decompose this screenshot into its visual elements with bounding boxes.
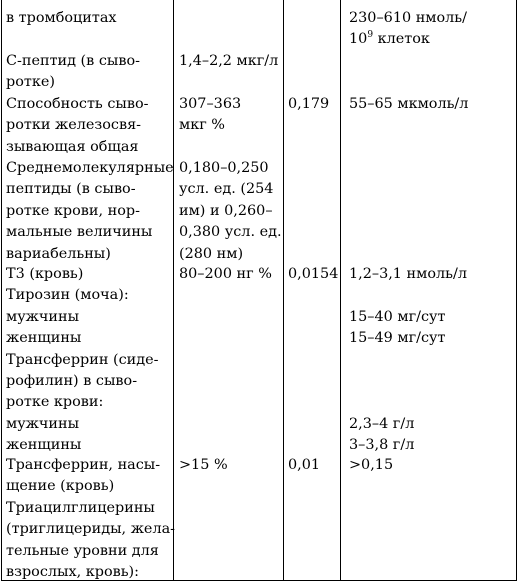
indicator-name-line: пептиды (в сыво- (6, 181, 136, 198)
indicator-name-line: зывающая общая (6, 138, 139, 155)
column-divider-3 (340, 0, 341, 581)
norm-si-units-line: 3–3,8 г/л (349, 437, 415, 454)
indicator-name-line: Трансферрин, насы- (6, 457, 161, 473)
indicator-name-line: ротке) (6, 74, 55, 91)
indicator-name-line: женщины (6, 330, 82, 347)
norm-mass-units-line: им) и 0,260– (179, 202, 273, 219)
norm-si-units-line: 15–40 мг/сут (349, 308, 446, 325)
norm-si-units (349, 455, 513, 476)
norm-mass-units (179, 158, 283, 265)
norm-si-units (349, 8, 513, 51)
indicator-name (6, 8, 174, 29)
norm-si-units-line (349, 285, 513, 306)
indicator-name-line: женщины (6, 437, 82, 454)
norm-si-units-line: 230–610 нмоль/ (349, 10, 467, 26)
power-unit: клеток (373, 31, 430, 48)
norm-mass-units (179, 51, 283, 72)
column-divider-2 (283, 0, 284, 581)
indicator-name (6, 158, 174, 265)
indicator-name-line: мальные величины (6, 224, 153, 241)
indicator-name-line: в тромбоцитах (6, 10, 117, 26)
indicator-name-line: Триацилглицерины (6, 499, 155, 516)
indicator-name-line: вариабельны) (6, 245, 111, 262)
conversion-factor: 0,0154 (288, 266, 339, 282)
indicator-name-line: Способность сыво- (6, 96, 149, 112)
norm-mass-units-line: >15 % (179, 457, 228, 473)
indicator-name-line: ротке крови, нор- (6, 202, 140, 219)
indicator-name-line: взрослых, кровь): (6, 564, 140, 581)
norm-mass-units-line: 307–363 (179, 96, 242, 112)
indicator-name-line: Трансферрин (сиде- (6, 351, 159, 368)
norm-mass-units (179, 455, 283, 476)
norm-si-units-line: 2,3–4 г/л (349, 415, 415, 432)
indicator-name (6, 94, 174, 158)
norm-mass-units (179, 94, 283, 137)
norm-mass-units-line: 0,380 усл. ед. (179, 224, 282, 241)
indicator-name-line: С-пептид (в сыво- (6, 53, 140, 69)
norm-si-units-line (349, 392, 513, 413)
norm-si-units-line: 15–49 мг/сут (349, 330, 446, 347)
norm-mass-units-line: 80–200 нг % (179, 266, 272, 282)
indicator-name-line: мужчины (6, 415, 80, 432)
conversion-factor: 0,179 (288, 96, 330, 112)
indicator-name-line: ротки железосвя- (6, 117, 142, 134)
norm-si-units-line: >0,15 (349, 457, 394, 473)
norm-mass-units-line: 0,180–0,250 (179, 160, 269, 176)
norm-si-units-line: 55–65 мкмоль/л (349, 96, 469, 112)
norm-si-units-line (349, 350, 513, 371)
indicator-name-line: щение (кровь) (6, 478, 115, 495)
power-base: 10 (349, 31, 368, 48)
power-exponent: 9 (367, 30, 374, 41)
indicator-name-line: (триглицериды, жела- (6, 521, 176, 538)
norm-si-units-line: 1,2–3,1 нмоль/л (349, 266, 467, 282)
indicator-name-line: мужчины (6, 308, 80, 325)
indicator-name-line: Среднемолекулярные (6, 160, 174, 176)
norm-mass-units (179, 264, 283, 285)
indicator-name-line: тельные уровни для (6, 542, 159, 559)
indicator-name-line: рофилин) в сыво- (6, 373, 138, 390)
norm-mass-units-line: (280 нм) (179, 245, 244, 262)
norm-si-units (349, 94, 513, 115)
conversion-factor: 0,01 (288, 457, 321, 473)
indicator-name (6, 264, 174, 457)
indicator-name-line: Тирозин (моча): (6, 287, 129, 304)
indicator-name (6, 455, 174, 583)
norm-si-units-line (349, 29, 513, 50)
indicator-name-line: Т3 (кровь) (6, 266, 84, 282)
norm-si-units-line (349, 371, 513, 392)
norm-mass-units-line: усл. ед. (254 (179, 181, 274, 198)
norm-mass-units-line: мкг % (179, 117, 225, 134)
indicator-name (6, 51, 174, 94)
indicator-name-line: ротке крови: (6, 394, 104, 411)
norm-mass-units-line: 1,4–2,2 мкг/л (179, 53, 279, 69)
norm-si-units (349, 264, 513, 457)
